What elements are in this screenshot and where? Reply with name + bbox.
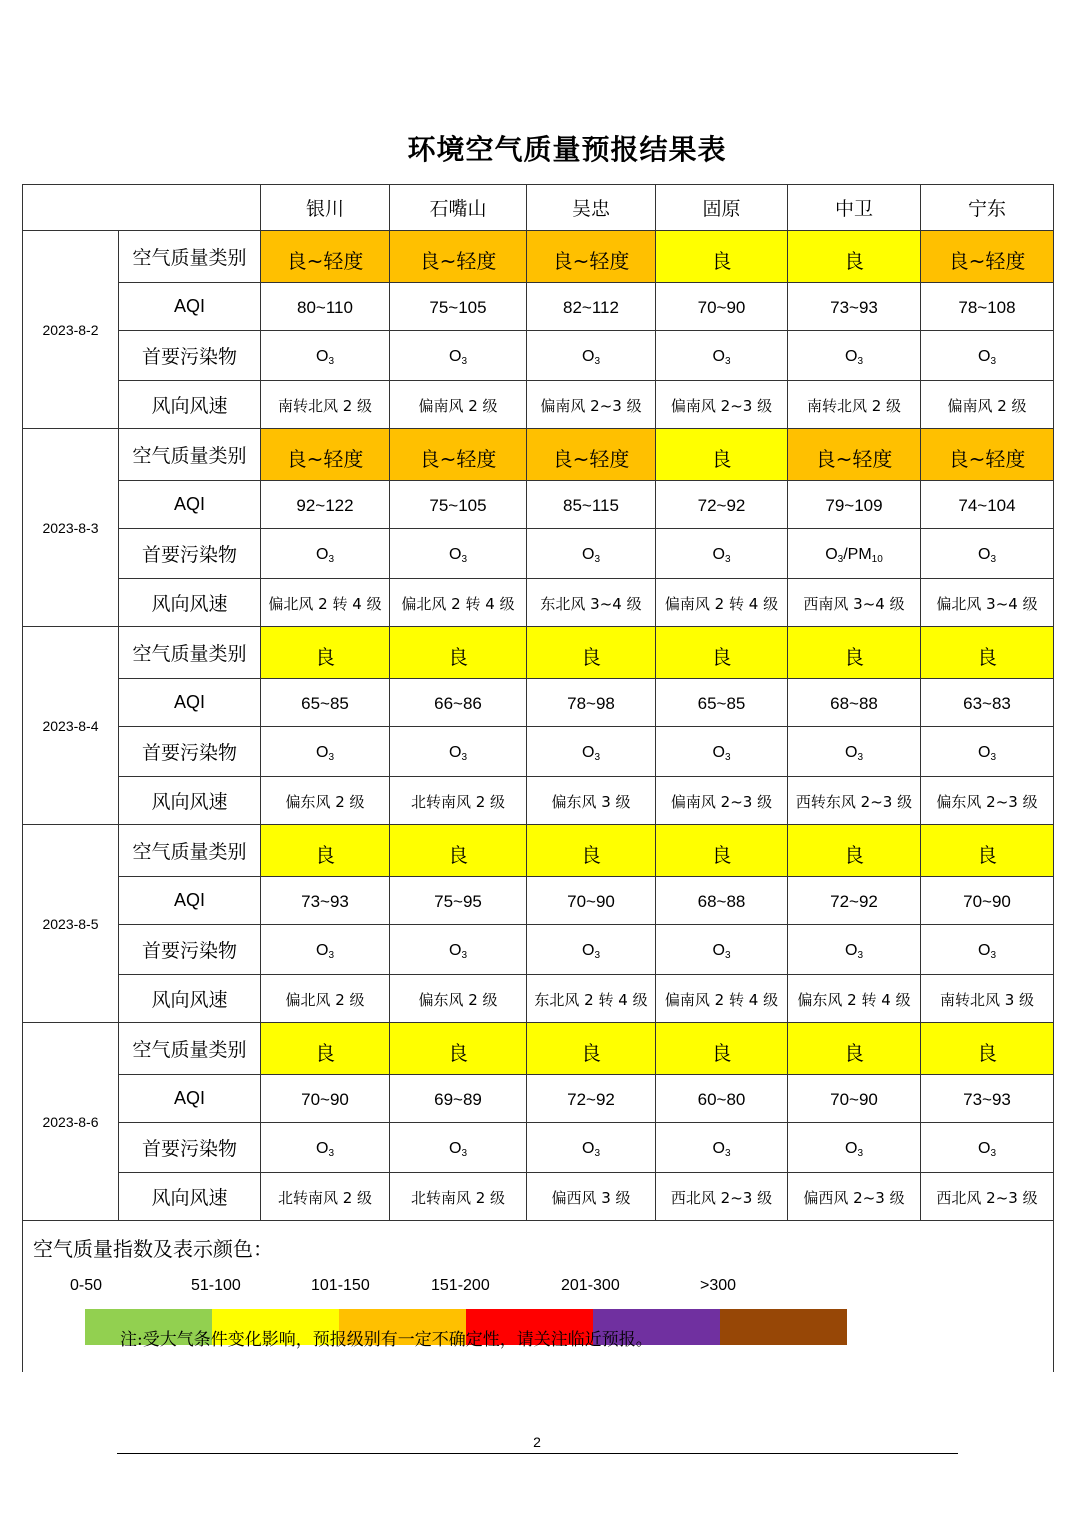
primary-pollutant-cell [921,925,1054,975]
pollutant-symbol: O [581,546,595,563]
aqi-cell: 74~104 [921,481,1054,529]
quality-category-cell: 良~轻度 [261,429,390,481]
wind-row [23,381,1054,429]
row-label-category: 空气质量类别 [119,1023,261,1075]
legend-range-label: 201-300 [561,1277,620,1294]
primary-pollutant-cell [788,925,921,975]
primary-pollutant-cell [656,925,788,975]
aqi-cell: 80~110 [261,283,390,331]
primary-pollutant-cell [788,529,921,579]
wind-cell: 西北风 2~3 级 [921,1173,1054,1221]
pollutant-row [23,529,1054,579]
pollutant-subscript: 3 [837,554,844,565]
row-label-category: 空气质量类别 [119,231,261,283]
pollutant-symbol: O [448,1140,462,1157]
wind-cell: 偏南风 2 转 4 级 [656,975,788,1023]
primary-pollutant-cell [527,1123,656,1173]
wind-cell: 偏南风 2~3 级 [656,777,788,825]
quality-category-cell: 良 [788,1023,921,1075]
pollutant-subscript: 3 [990,752,996,763]
primary-pollutant-cell [921,727,1054,777]
city-header: 中卫 [788,185,921,231]
pollutant-symbol: O [448,546,462,563]
pollutant-symbol: O [712,348,725,365]
wind-cell: 偏北风 2 转 4 级 [390,579,527,627]
row-label-aqi: AQI [119,481,261,529]
legend-range-label: 151-200 [431,1277,490,1294]
aqi-cell: 72~92 [788,877,921,925]
wind-cell: 北转南风 2 级 [390,1173,527,1221]
pollutant-subscript: 3 [594,752,600,763]
aqi-cell: 70~90 [261,1075,390,1123]
wind-cell: 偏北风 2 级 [261,975,390,1023]
city-header: 吴忠 [527,185,656,231]
primary-pollutant-cell [261,529,390,579]
aqi-cell: 72~92 [656,481,788,529]
aqi-cell: 73~93 [921,1075,1054,1123]
primary-pollutant-cell [527,925,656,975]
quality-category-cell: 良 [656,825,788,877]
pollutant-subscript: 3 [461,752,467,763]
aqi-cell: 60~80 [656,1075,788,1123]
header-corner [23,185,261,231]
primary-pollutant-cell [921,529,1054,579]
aqi-cell: 72~92 [527,1075,656,1123]
pollutant-subscript: 3 [594,1148,600,1159]
aqi-cell: 85~115 [527,481,656,529]
aqi-cell: 73~93 [788,283,921,331]
primary-pollutant-cell [390,727,527,777]
primary-pollutant-cell [261,331,390,381]
pollutant-symbol: O [581,348,595,365]
pollutant-subscript: 10 [871,554,883,565]
row-label-category: 空气质量类别 [119,825,261,877]
pollutant-subscript: 3 [594,554,600,565]
primary-pollutant-cell [390,925,527,975]
primary-pollutant-cell [261,1123,390,1173]
pollutant-subscript: 3 [461,950,467,961]
forecast-date: 2023-8-5 [23,825,119,1023]
pollutant-subscript: 3 [990,554,996,565]
aqi-cell: 68~88 [788,679,921,727]
aqi-cell: 70~90 [527,877,656,925]
wind-cell: 南转北风 2 级 [261,381,390,429]
row-label-wind: 风向风速 [119,381,261,429]
pollutant-subscript: 3 [328,950,334,961]
pollutant-subscript: 3 [724,752,731,763]
pollutant-subscript: 3 [857,356,863,367]
primary-pollutant-cell [788,331,921,381]
aqi-cell: 82~112 [527,283,656,331]
wind-cell: 偏西风 3 级 [527,1173,656,1221]
row-label-pollutant: 首要污染物 [119,925,261,975]
pollutant-symbol: O [977,546,991,563]
pollutant-subscript: 3 [328,1148,334,1159]
wind-cell: 东北风 2 转 4 级 [527,975,656,1023]
primary-pollutant-cell [656,529,788,579]
legend-range-labels [23,1277,923,1297]
pollutant-symbol: /PM [843,546,872,563]
wind-cell: 偏南风 2~3 级 [656,381,788,429]
pollutant-symbol: O [844,348,858,365]
pollutant-symbol: O [977,1140,991,1157]
aqi-row [23,481,1054,529]
row-label-aqi: AQI [119,283,261,331]
quality-category-cell: 良 [390,825,527,877]
aqi-row [23,1075,1054,1123]
primary-pollutant-cell [527,529,656,579]
aqi-cell: 79~109 [788,481,921,529]
wind-cell: 南转北风 3 级 [921,975,1054,1023]
quality-category-cell: 良~轻度 [527,231,656,283]
pollutant-symbol: O [581,1140,595,1157]
pollutant-subscript: 3 [857,752,863,763]
aqi-cell: 69~89 [390,1075,527,1123]
wind-cell: 偏南风 2 级 [921,381,1054,429]
forecast-date: 2023-8-6 [23,1023,119,1221]
row-label-category: 空气质量类别 [119,429,261,481]
primary-pollutant-cell [788,727,921,777]
pollutant-subscript: 3 [724,950,731,961]
quality-category-cell: 良 [656,231,788,283]
pollutant-row [23,727,1054,777]
pollutant-subscript: 3 [724,356,731,367]
pollutant-subscript: 3 [724,1148,731,1159]
pollutant-symbol: O [712,1140,725,1157]
aqi-cell: 75~95 [390,877,527,925]
wind-cell: 偏东风 2 级 [390,975,527,1023]
aqi-cell: 92~122 [261,481,390,529]
aqi-cell: 78~98 [527,679,656,727]
category-row [23,627,1054,679]
pollutant-subscript: 3 [594,950,600,961]
quality-category-cell: 良~轻度 [390,231,527,283]
legend-title: 空气质量指数及表示颜色： [33,1237,273,1261]
quality-category-cell: 良~轻度 [527,429,656,481]
row-label-category: 空气质量类别 [119,627,261,679]
pollutant-symbol: O [315,1140,329,1157]
pollutant-subscript: 3 [990,950,996,961]
quality-category-cell: 良~轻度 [390,429,527,481]
pollutant-symbol: O [315,942,329,959]
wind-cell: 偏西风 2~3 级 [788,1173,921,1221]
pollutant-symbol: O [844,744,858,761]
quality-category-cell: 良 [527,1023,656,1075]
aqi-cell: 75~105 [390,481,527,529]
aqi-cell: 66~86 [390,679,527,727]
pollutant-symbol: O [448,744,462,761]
pollutant-symbol: O [581,744,595,761]
row-label-wind: 风向风速 [119,975,261,1023]
quality-category-cell: 良 [788,825,921,877]
aqi-cell: 75~105 [390,283,527,331]
pollutant-row [23,925,1054,975]
pollutant-subscript: 3 [461,554,467,565]
wind-cell: 西北风 2~3 级 [656,1173,788,1221]
pollutant-symbol: O [825,546,838,563]
forecast-table [22,184,1054,1372]
row-label-pollutant: 首要污染物 [119,1123,261,1173]
primary-pollutant-cell [921,331,1054,381]
legend-range-label: >300 [700,1277,737,1294]
pollutant-symbol: O [712,942,725,959]
wind-cell: 西转东风 2~3 级 [788,777,921,825]
pollutant-symbol: O [712,744,725,761]
pollutant-subscript: 3 [990,1148,996,1159]
city-header: 石嘴山 [390,185,527,231]
quality-category-cell: 良 [921,825,1054,877]
pollutant-subscript: 3 [328,356,334,367]
quality-category-cell: 良 [261,1023,390,1075]
quality-category-cell: 良 [261,627,390,679]
wind-row [23,777,1054,825]
wind-row [23,579,1054,627]
wind-cell: 偏东风 3 级 [527,777,656,825]
pollutant-subscript: 3 [461,356,467,367]
wind-cell: 北转南风 2 级 [261,1173,390,1221]
forecast-note: 注:受大气条件变化影响，预报级别有一定不确定性，请关注临近预报。 [120,1330,653,1350]
footer-rule [117,1453,958,1454]
page-title: 环境空气质量预报结果表 [407,133,727,166]
city-header: 固原 [656,185,788,231]
row-label-pollutant: 首要污染物 [119,331,261,381]
aqi-cell: 73~93 [261,877,390,925]
category-row [23,231,1054,283]
pollutant-subscript: 3 [594,356,600,367]
quality-category-cell: 良 [527,627,656,679]
pollutant-symbol: O [844,942,858,959]
aqi-row [23,283,1054,331]
pollutant-symbol: O [712,546,725,563]
pollutant-row [23,331,1054,381]
pollutant-symbol: O [977,942,991,959]
wind-cell: 南转北风 2 级 [788,381,921,429]
header-row [23,185,1054,231]
pollutant-symbol: O [844,1140,858,1157]
forecast-date: 2023-8-2 [23,231,119,429]
row-label-wind: 风向风速 [119,579,261,627]
wind-cell: 偏东风 2 级 [261,777,390,825]
row-label-pollutant: 首要污染物 [119,529,261,579]
wind-cell: 偏南风 2~3 级 [527,381,656,429]
pollutant-subscript: 3 [990,356,996,367]
primary-pollutant-cell [527,331,656,381]
quality-category-cell: 良 [656,429,788,481]
primary-pollutant-cell [921,1123,1054,1173]
row-label-wind: 风向风速 [119,777,261,825]
row-label-wind: 风向风速 [119,1173,261,1221]
quality-category-cell: 良 [261,825,390,877]
pollutant-subscript: 3 [857,950,863,961]
aqi-cell: 78~108 [921,283,1054,331]
quality-category-cell: 良~轻度 [788,429,921,481]
wind-cell: 偏东风 2 转 4 级 [788,975,921,1023]
legend-color-swatch [720,1309,847,1345]
wind-row [23,1173,1054,1221]
aqi-cell: 70~90 [921,877,1054,925]
aqi-cell: 70~90 [788,1075,921,1123]
page-number: 2 [533,1434,541,1450]
wind-cell: 偏南风 2 转 4 级 [656,579,788,627]
forecast-date: 2023-8-3 [23,429,119,627]
row-label-aqi: AQI [119,679,261,727]
category-row [23,1023,1054,1075]
quality-category-cell: 良 [921,1023,1054,1075]
quality-category-cell: 良~轻度 [261,231,390,283]
pollutant-symbol: O [448,348,462,365]
pollutant-symbol: O [315,744,329,761]
forecast-date: 2023-8-4 [23,627,119,825]
row-label-pollutant: 首要污染物 [119,727,261,777]
wind-cell: 偏北风 2 转 4 级 [261,579,390,627]
wind-cell: 偏南风 2 级 [390,381,527,429]
wind-row [23,975,1054,1023]
pollutant-subscript: 3 [724,554,731,565]
aqi-cell: 70~90 [656,283,788,331]
aqi-cell: 68~88 [656,877,788,925]
row-label-aqi: AQI [119,1075,261,1123]
wind-cell: 东北风 3~4 级 [527,579,656,627]
wind-cell: 北转南风 2 级 [390,777,527,825]
quality-category-cell: 良 [390,1023,527,1075]
quality-category-cell: 良 [656,627,788,679]
legend-range-label: 51-100 [191,1277,241,1294]
category-row [23,429,1054,481]
city-header: 银川 [261,185,390,231]
pollutant-subscript: 3 [328,752,334,763]
pollutant-symbol: O [315,348,329,365]
primary-pollutant-cell [656,1123,788,1173]
legend-range-label: 0-50 [70,1277,103,1294]
city-header: 宁东 [921,185,1054,231]
aqi-cell: 63~83 [921,679,1054,727]
primary-pollutant-cell [390,331,527,381]
quality-category-cell: 良~轻度 [921,429,1054,481]
quality-category-cell: 良 [390,627,527,679]
primary-pollutant-cell [656,727,788,777]
quality-category-cell: 良 [527,825,656,877]
aqi-cell: 65~85 [656,679,788,727]
primary-pollutant-cell [527,727,656,777]
primary-pollutant-cell [261,925,390,975]
primary-pollutant-cell [390,1123,527,1173]
aqi-row [23,679,1054,727]
pollutant-subscript: 3 [857,1148,863,1159]
pollutant-symbol: O [977,744,991,761]
quality-category-cell: 良 [656,1023,788,1075]
aqi-row [23,877,1054,925]
pollutant-symbol: O [448,942,462,959]
legend-range-label: 101-150 [311,1277,370,1294]
wind-cell: 西南风 3~4 级 [788,579,921,627]
pollutant-symbol: O [581,942,595,959]
pollutant-symbol: O [977,348,991,365]
pollutant-subscript: 3 [328,554,334,565]
row-label-aqi: AQI [119,877,261,925]
primary-pollutant-cell [390,529,527,579]
primary-pollutant-cell [261,727,390,777]
category-row [23,825,1054,877]
quality-category-cell: 良 [788,231,921,283]
primary-pollutant-cell [788,1123,921,1173]
pollutant-row [23,1123,1054,1173]
pollutant-subscript: 3 [461,1148,467,1159]
primary-pollutant-cell [656,331,788,381]
quality-category-cell: 良 [921,627,1054,679]
wind-cell: 偏北风 3~4 级 [921,579,1054,627]
quality-category-cell: 良 [788,627,921,679]
pollutant-symbol: O [315,546,329,563]
aqi-cell: 65~85 [261,679,390,727]
quality-category-cell: 良~轻度 [921,231,1054,283]
wind-cell: 偏东风 2~3 级 [921,777,1054,825]
